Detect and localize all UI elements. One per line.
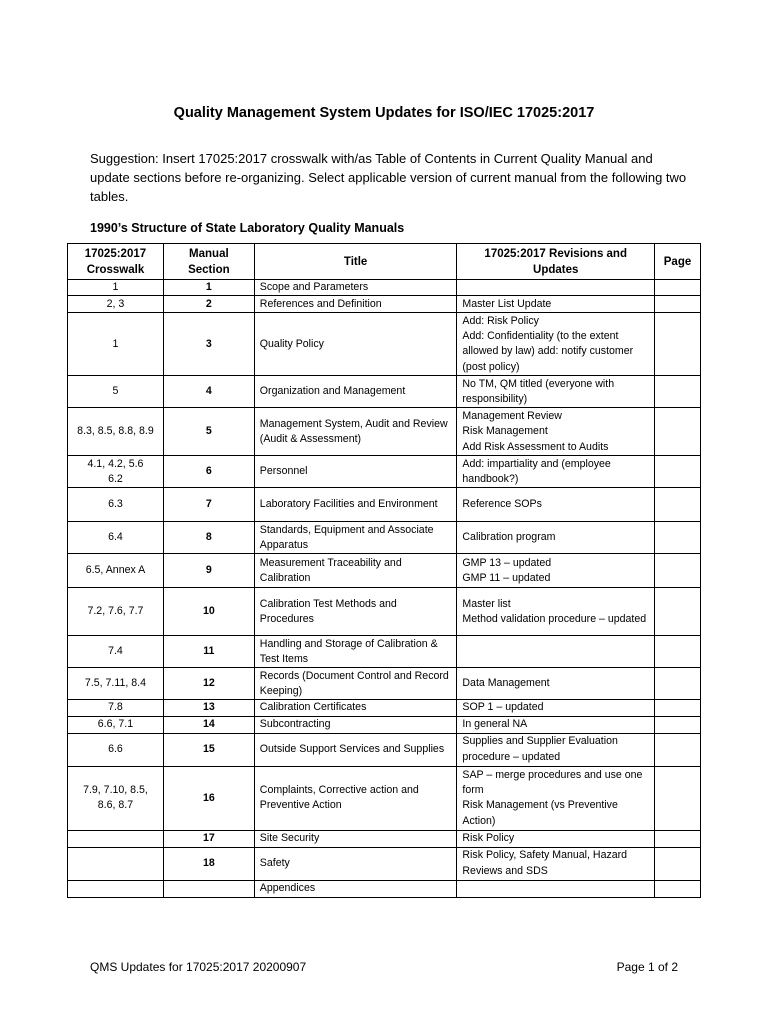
cell-revisions: Add: impartiality and (employee handbook?) — [457, 456, 655, 488]
table-row — [68, 280, 701, 296]
cell-revisions: Supplies and Supplier Evaluation procedure – updated — [457, 733, 655, 766]
cell-title: Quality Policy — [254, 313, 457, 376]
cell-manual-section: 7 — [163, 488, 254, 522]
cell-manual-section: 12 — [163, 668, 254, 700]
cell-page — [655, 733, 701, 766]
table-row — [68, 830, 701, 847]
page-title: Quality Management System Updates for ISO/IEC 17025:2017 — [173, 105, 595, 121]
cell-crosswalk — [68, 847, 164, 880]
cell-page — [655, 280, 701, 296]
cell-manual-section: 3 — [163, 313, 254, 376]
table-row — [68, 847, 701, 880]
cell-revisions: Risk Policy — [457, 830, 655, 847]
cell-title: References and Definition — [254, 296, 457, 313]
cell-page — [655, 636, 701, 668]
cell-crosswalk: 1 — [68, 313, 164, 376]
cell-title: Measurement Traceability and Calibration — [254, 554, 457, 588]
table-row — [68, 313, 701, 376]
cell-manual-section: 8 — [163, 522, 254, 554]
cell-page — [655, 313, 701, 376]
table-row — [68, 716, 701, 733]
cell-revisions: No TM, QM titled (everyone with responsibility) — [457, 376, 655, 408]
cell-manual-section: 15 — [163, 733, 254, 766]
cell-manual-section: 2 — [163, 296, 254, 313]
footer-doc-id: QMS Updates for 17025:2017 20200907 — [90, 960, 307, 974]
cell-crosswalk: 6.3 — [68, 488, 164, 522]
cell-page — [655, 830, 701, 847]
cell-manual-section: 14 — [163, 716, 254, 733]
cell-title: Management System, Audit and Review (Audit & Assessment) — [254, 408, 457, 456]
footer-page-number: Page 1 of 2 — [616, 960, 678, 974]
cell-manual-section: 4 — [163, 376, 254, 408]
table-row — [68, 296, 701, 313]
cell-revisions: Data Management — [457, 668, 655, 700]
cell-crosswalk: 6.5, Annex A — [68, 554, 164, 588]
cell-revisions — [457, 280, 655, 296]
cell-crosswalk: 7.5, 7.11, 8.4 — [68, 668, 164, 700]
cell-title: Standards, Equipment and Associate Apparatus — [254, 522, 457, 554]
cell-revisions: In general NA — [457, 716, 655, 733]
cell-page — [655, 716, 701, 733]
cell-crosswalk: 5 — [68, 376, 164, 408]
header-crosswalk: 17025:2017 Crosswalk — [68, 244, 164, 280]
table-row — [68, 668, 701, 700]
cell-title: Calibration Test Methods and Procedures — [254, 588, 457, 636]
table-heading: 1990’s Structure of State Laboratory Quality Manuals — [90, 221, 405, 235]
cell-crosswalk — [68, 880, 164, 897]
cell-page — [655, 408, 701, 456]
cell-page — [655, 376, 701, 408]
table-row — [68, 588, 701, 636]
cell-crosswalk: 6.6 — [68, 733, 164, 766]
cell-revisions: SAP – merge procedures and use one form Risk Management (vs Preventive Action) — [457, 766, 655, 830]
cell-revisions: Risk Policy, Safety Manual, Hazard Reviews and SDS — [457, 847, 655, 880]
cell-page — [655, 296, 701, 313]
cell-crosswalk: 7.9, 7.10, 8.5, 8.6, 8.7 — [68, 766, 164, 830]
cell-title: Scope and Parameters — [254, 280, 457, 296]
cell-crosswalk: 6.4 — [68, 522, 164, 554]
cell-title: Outside Support Services and Supplies — [254, 733, 457, 766]
cell-revisions: Master List Update — [457, 296, 655, 313]
cell-title: Calibration Certificates — [254, 700, 457, 716]
cell-title: Personnel — [254, 456, 457, 488]
cell-page — [655, 554, 701, 588]
cell-page — [655, 456, 701, 488]
cell-page — [655, 847, 701, 880]
cell-manual-section: 18 — [163, 847, 254, 880]
cell-page — [655, 700, 701, 716]
cell-revisions: Calibration program — [457, 522, 655, 554]
cell-page — [655, 668, 701, 700]
cell-title: Subcontracting — [254, 716, 457, 733]
table-row — [68, 700, 701, 716]
table-row — [68, 880, 701, 897]
cell-revisions: Management Review Risk Management Add Risk Assessment to Audits — [457, 408, 655, 456]
cell-page — [655, 588, 701, 636]
table-row — [68, 766, 701, 830]
cell-page — [655, 766, 701, 830]
table-row — [68, 554, 701, 588]
cell-revisions — [457, 636, 655, 668]
cell-title: Site Security — [254, 830, 457, 847]
cell-revisions: Reference SOPs — [457, 488, 655, 522]
table-row — [68, 488, 701, 522]
table-header-row — [68, 244, 701, 280]
cell-page — [655, 880, 701, 897]
cell-title: Appendices — [254, 880, 457, 897]
cell-title: Complaints, Corrective action and Preventive Action — [254, 766, 457, 830]
cell-crosswalk: 6.6, 7.1 — [68, 716, 164, 733]
table-row — [68, 456, 701, 488]
cell-manual-section: 9 — [163, 554, 254, 588]
table-row — [68, 733, 701, 766]
cell-crosswalk: 4.1, 4.2, 5.6 6.2 — [68, 456, 164, 488]
cell-page — [655, 522, 701, 554]
cell-revisions: Add: Risk Policy Add: Confidentiality (to the extent allowed by law) add: notify customer (post policy) — [457, 313, 655, 376]
header-manual-section: Manual Section — [163, 244, 254, 280]
cell-crosswalk: 2, 3 — [68, 296, 164, 313]
cell-manual-section — [163, 880, 254, 897]
cell-revisions: GMP 13 – updated GMP 11 – updated — [457, 554, 655, 588]
cell-page — [655, 488, 701, 522]
cell-title: Laboratory Facilities and Environment — [254, 488, 457, 522]
cell-title: Safety — [254, 847, 457, 880]
cell-crosswalk: 8.3, 8.5, 8.8, 8.9 — [68, 408, 164, 456]
table-row — [68, 408, 701, 456]
cell-crosswalk: 7.2, 7.6, 7.7 — [68, 588, 164, 636]
cell-title: Handling and Storage of Calibration & Test Items — [254, 636, 457, 668]
header-revisions: 17025:2017 Revisions and Updates — [457, 244, 655, 280]
cell-crosswalk: 1 — [68, 280, 164, 296]
table-row — [68, 376, 701, 408]
cell-manual-section: 6 — [163, 456, 254, 488]
cell-crosswalk: 7.8 — [68, 700, 164, 716]
cell-manual-section: 5 — [163, 408, 254, 456]
cell-revisions: Master list Method validation procedure – updated — [457, 588, 655, 636]
cell-manual-section: 17 — [163, 830, 254, 847]
suggestion-paragraph: Suggestion: Insert 17025:2017 crosswalk with/as Table of Contents in Current Quality Manual and update sections before re-organizing. Select applicable version of current manual from the following two tables. — [90, 151, 687, 204]
cell-manual-section: 10 — [163, 588, 254, 636]
cell-title: Organization and Management — [254, 376, 457, 408]
header-title: Title — [254, 244, 457, 280]
cell-revisions: SOP 1 – updated — [457, 700, 655, 716]
cell-title: Records (Document Control and Record Keeping) — [254, 668, 457, 700]
cell-manual-section: 11 — [163, 636, 254, 668]
qms-table — [67, 243, 701, 898]
cell-crosswalk — [68, 830, 164, 847]
cell-crosswalk: 7.4 — [68, 636, 164, 668]
cell-revisions — [457, 880, 655, 897]
cell-manual-section: 13 — [163, 700, 254, 716]
header-page: Page — [655, 244, 701, 280]
cell-manual-section: 16 — [163, 766, 254, 830]
cell-manual-section: 1 — [163, 280, 254, 296]
table-row — [68, 636, 701, 668]
table-row — [68, 522, 701, 554]
